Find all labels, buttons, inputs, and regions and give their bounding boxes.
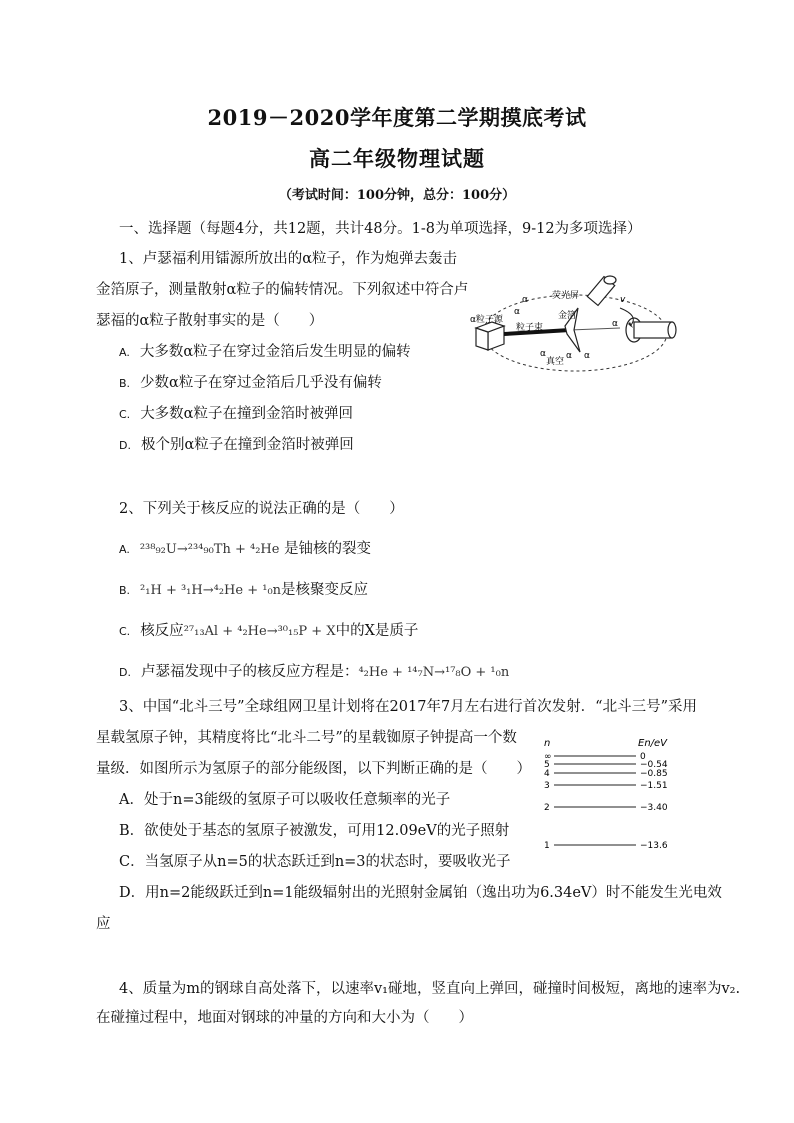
level-n-label: 5 bbox=[544, 760, 550, 770]
q1-option-c bbox=[119, 402, 353, 423]
option-label: A. bbox=[119, 543, 130, 556]
exam-title: 2019－2020学年度第二学期摸底考试 bbox=[207, 105, 587, 130]
level-n-label: 4 bbox=[544, 769, 550, 779]
option-label: B. bbox=[119, 377, 131, 390]
level-n-label: 1 bbox=[544, 841, 550, 851]
option-label: B. bbox=[119, 584, 131, 597]
option-label: A． bbox=[119, 792, 144, 808]
vacuum-label: 真空 bbox=[546, 357, 565, 367]
q3-option-d-continued: 应 bbox=[96, 916, 111, 932]
option-text: 少数α粒子在穿过金箔后几乎没有偏转 bbox=[140, 375, 382, 391]
level-n-label: 3 bbox=[544, 781, 550, 791]
alpha-label: α bbox=[540, 349, 546, 359]
alpha-label: α bbox=[514, 307, 520, 317]
level-n-label: 2 bbox=[544, 803, 550, 813]
alpha-scattering-figure bbox=[470, 268, 695, 380]
alpha-label: α bbox=[566, 351, 572, 361]
level-energy-label: 0 bbox=[640, 752, 646, 762]
q3-line1: 3、中国“北斗三号”全球组网卫星计划将在2017年7月左右进行首次发射．“北斗三号”采用 bbox=[119, 699, 698, 715]
n-axis-label: n bbox=[544, 738, 551, 749]
q1-option-a bbox=[119, 340, 411, 361]
option-text: 极个别α粒子在撞到金箔时被弹回 bbox=[140, 437, 354, 453]
v-label: v bbox=[620, 295, 626, 305]
option-label: C． bbox=[119, 854, 145, 870]
foil-label: 金箔 bbox=[558, 311, 577, 321]
option-text: 是铀核的裂变 bbox=[284, 541, 372, 557]
q1-line3: 瑟福的α粒子散射事实的是（ ） bbox=[96, 313, 324, 329]
option-label: A. bbox=[119, 346, 130, 359]
alpha-source-box bbox=[476, 322, 504, 350]
q1-line1: 1、卢瑟福利用镭源所放出的α粒子，作为炮弹去轰击 bbox=[119, 251, 458, 267]
source-label: α粒子源 bbox=[470, 315, 503, 325]
energy-level-diagram bbox=[536, 734, 686, 854]
exam-info: （考试时间：100分钟，总分：100分） bbox=[278, 188, 516, 203]
option-text: 欲使处于基态的氢原子被激发，可用12.09eV的光子照射 bbox=[144, 823, 510, 839]
option-text: 大多数α粒子在撞到金箔时被弹回 bbox=[140, 406, 353, 422]
option-prefix: 核反应 bbox=[140, 623, 184, 639]
q2-option-c bbox=[119, 619, 418, 640]
option-label: D. bbox=[119, 439, 131, 452]
alpha-label: α bbox=[522, 295, 528, 305]
level-n-label: ∞ bbox=[544, 752, 552, 762]
q1-option-d bbox=[119, 433, 354, 454]
q3-line3: 量级．如图所示为氢原子的部分能级图，以下判断正确的是（ ） bbox=[96, 761, 531, 777]
energy-levels bbox=[544, 752, 668, 851]
level-energy-label: −0.54 bbox=[640, 760, 668, 770]
option-label: D. bbox=[119, 666, 131, 679]
exam-subtitle: 高二年级物理试题 bbox=[309, 146, 485, 171]
option-text: 当氢原子从n=5的状态跃迁到n=3的状态时，要吸收光子 bbox=[144, 854, 511, 870]
level-energy-label: −13.6 bbox=[640, 841, 668, 851]
option-label: D． bbox=[119, 885, 146, 901]
alpha-label: α bbox=[612, 319, 618, 329]
option-label: C. bbox=[119, 408, 131, 421]
q3-option-a bbox=[119, 788, 450, 809]
q1-option-b bbox=[119, 371, 382, 392]
q3-option-b bbox=[119, 819, 509, 840]
option-text: 是核聚变反应 bbox=[281, 582, 369, 598]
nuclear-equation: ²⁷₁₃Al + ⁴₂He→³⁰₁₅P + X bbox=[183, 624, 336, 639]
microscope bbox=[587, 276, 616, 305]
q4-line2: 在碰撞过程中，地面对钢球的冲量的方向和大小为（ ） bbox=[96, 1010, 473, 1026]
option-text: 用n=2能级跃迁到n=1能级辐射出的光照射金属铂（逸出功为6.34eV）时不能发生光电效 bbox=[145, 885, 722, 901]
nuclear-equation: ²³⁸₉₂U→²³⁴₉₀Th + ⁴₂He bbox=[139, 542, 280, 557]
q4-line1: 4、质量为m的钢球自高处落下，以速率v₁碰地，竖直向上弹回，碰撞时间极短，离地的速率为v₂. bbox=[119, 981, 741, 997]
option-prefix: 卢瑟福发现中子的核反应方程是： bbox=[140, 664, 359, 680]
energy-axis-label: En/eV bbox=[638, 738, 668, 749]
level-energy-label: −1.51 bbox=[640, 781, 668, 791]
q3-option-d bbox=[119, 881, 722, 902]
option-label: B． bbox=[119, 823, 145, 839]
q2-option-a bbox=[119, 537, 371, 558]
beam-label: 粒子束 bbox=[516, 323, 544, 333]
alpha-label: α bbox=[584, 351, 590, 361]
q2-stem: 2、下列关于核反应的说法正确的是（ ） bbox=[119, 501, 404, 517]
q2-option-d bbox=[119, 660, 509, 681]
level-energy-label: −0.85 bbox=[640, 769, 668, 779]
screen-label: 荧光屏 bbox=[552, 291, 580, 301]
nuclear-equation: ²₁H + ³₁H→⁴₂He + ¹₀n bbox=[140, 583, 282, 598]
q2-option-b bbox=[119, 578, 368, 599]
q1-line2: 金箔原子，测量散射α粒子的偏转情况。下列叙述中符合卢 bbox=[96, 282, 469, 298]
q3-option-c bbox=[119, 850, 511, 871]
q3-line2: 星载氢原子钟，其精度将比“北斗二号”的星载铷原子钟提高一个数 bbox=[96, 730, 517, 746]
option-label: C. bbox=[119, 625, 131, 638]
option-text: 处于n=3能级的氢原子可以吸收任意频率的光子 bbox=[143, 792, 451, 808]
level-energy-label: −3.40 bbox=[640, 803, 668, 813]
option-text: 中的X是质子 bbox=[335, 623, 419, 639]
option-text: 大多数α粒子在穿过金箔后发生明显的偏转 bbox=[139, 344, 411, 360]
section-heading: 一、选择题（每题4分，共12题，共计48分。1-8为单项选择，9-12为多项选择） bbox=[119, 221, 642, 237]
nuclear-equation: ⁴₂He + ¹⁴₇N→¹⁷₈O + ¹₀n bbox=[358, 665, 510, 680]
